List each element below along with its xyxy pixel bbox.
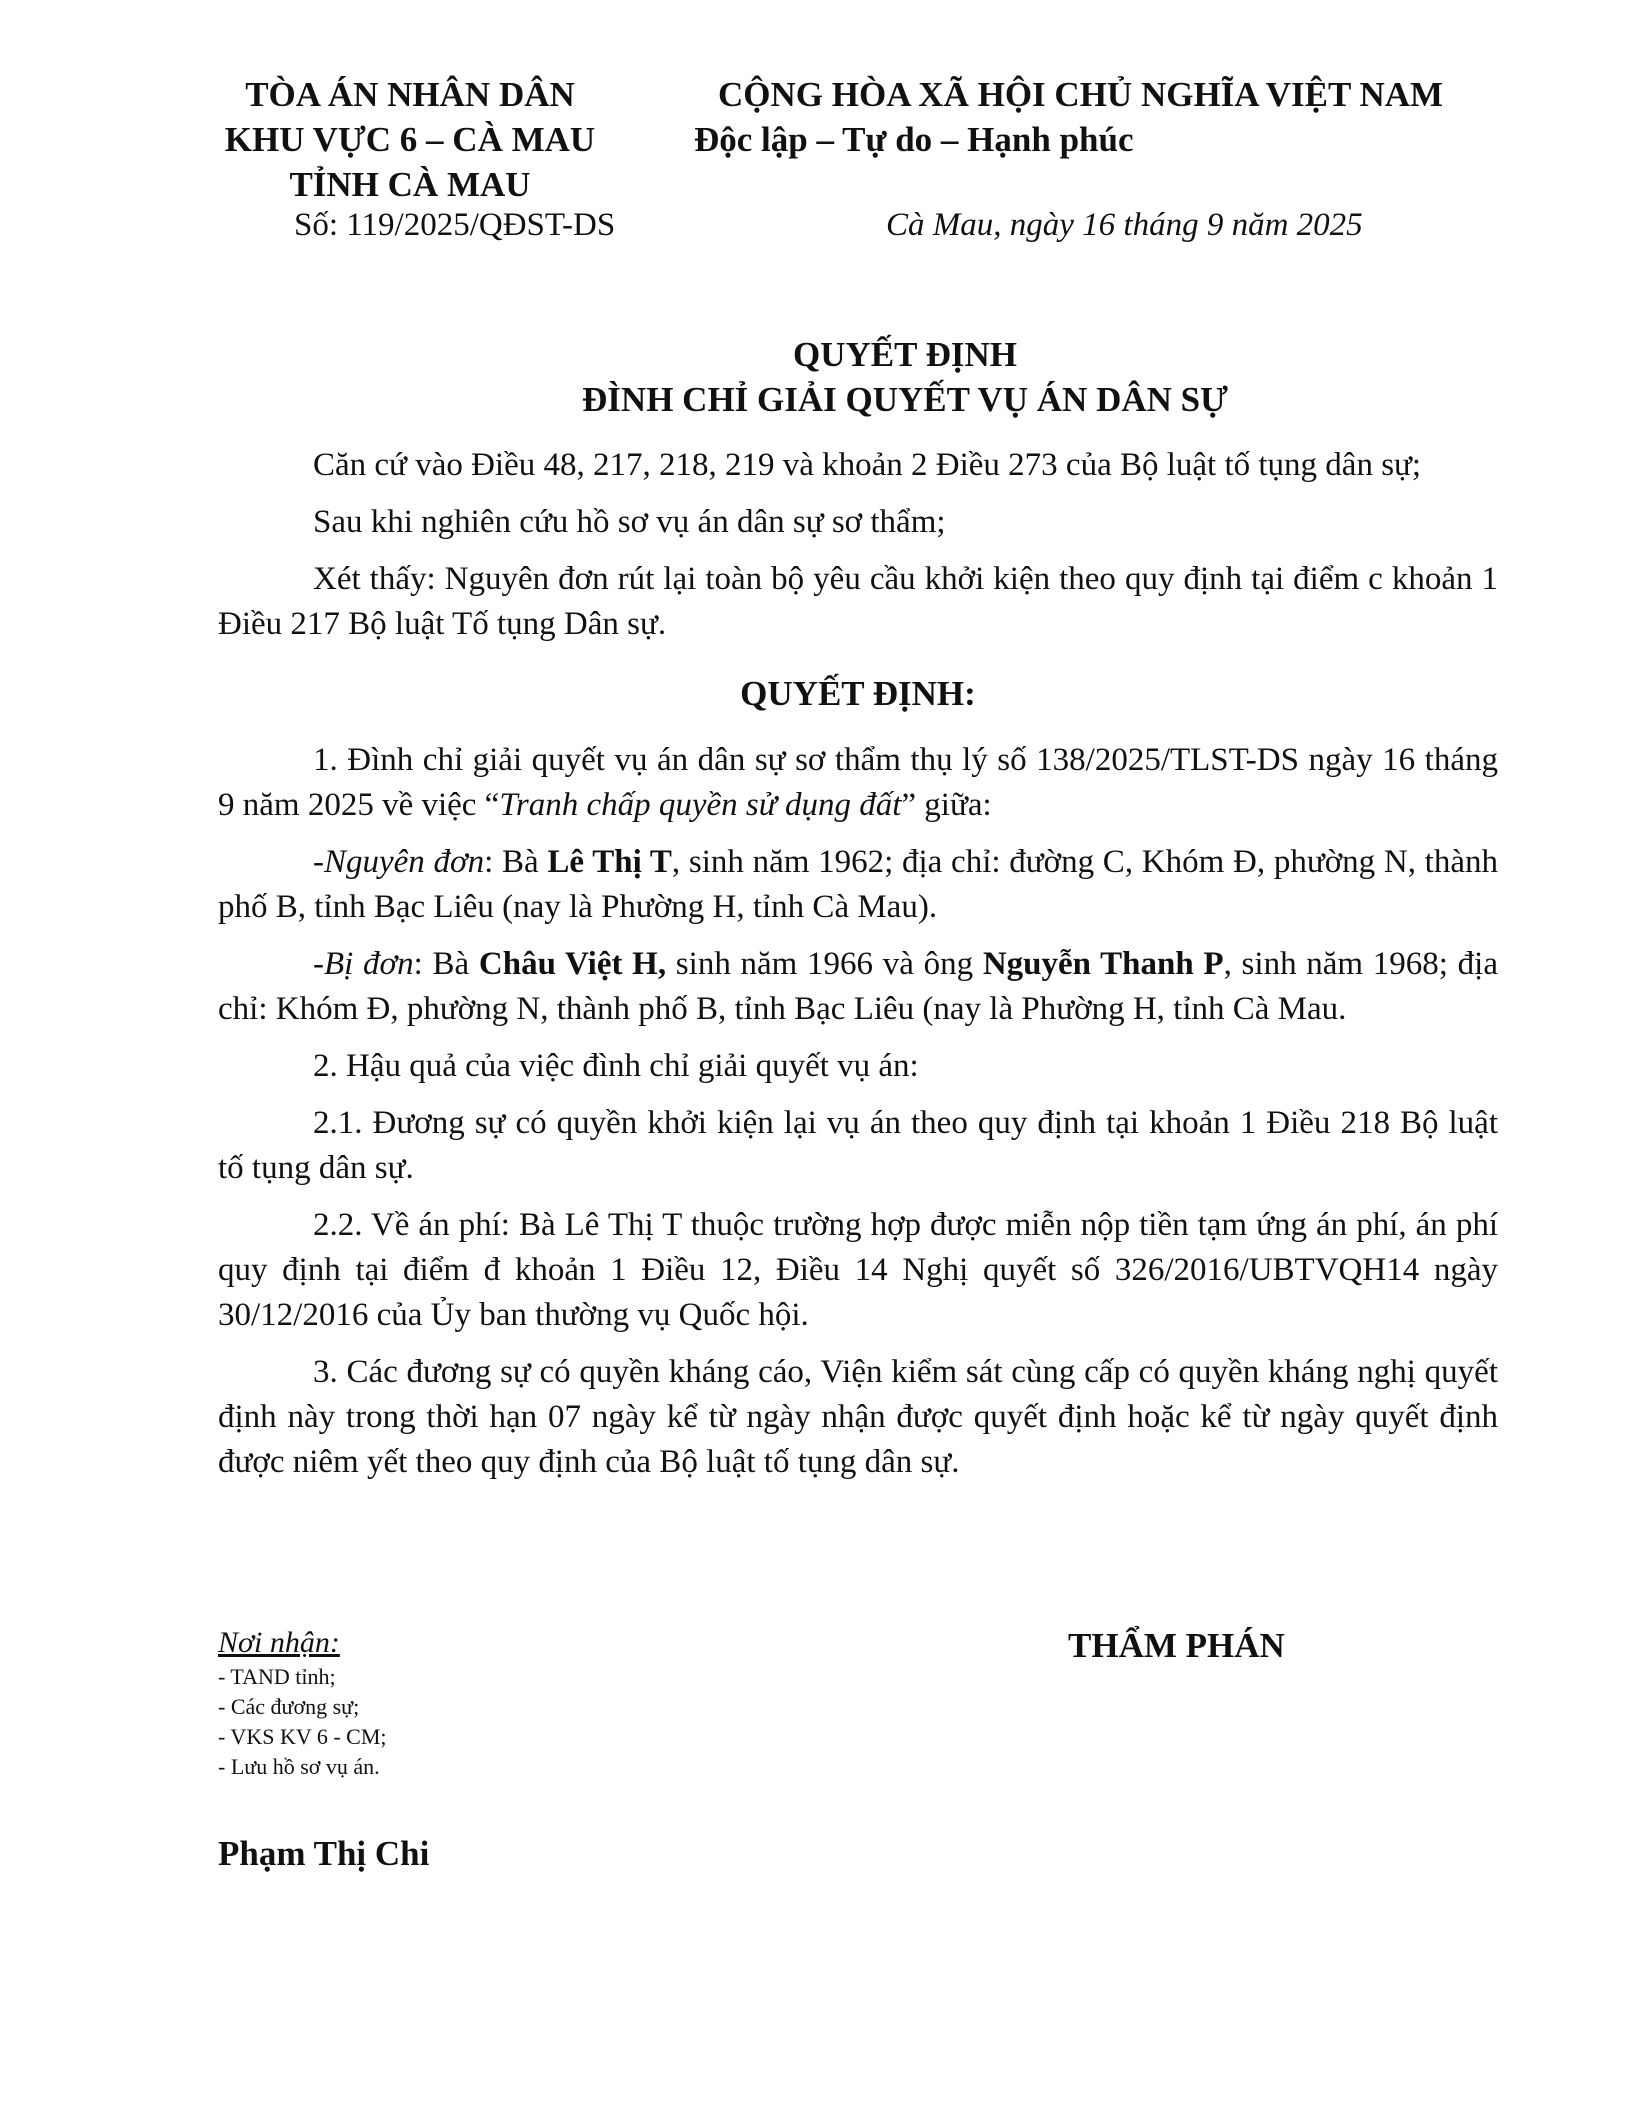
decision-item-2: 2. Hậu quả của việc đình chỉ giải quyết vụ án:: [313, 1048, 919, 1084]
defendant-details: , sinh năm 1968; địa chỉ: Khóm Đ, phường N, thành phố B, tỉnh Bạc Liêu (nay là Phường H, tỉnh Cà Mau.: [218, 946, 1498, 1027]
document-body: [218, 443, 1498, 1497]
document-title: QUYẾT ĐỊNH: [793, 335, 1017, 374]
case-type: Tranh chấp quyền sử dụng đất: [499, 787, 902, 823]
court-name-block: [200, 72, 620, 207]
decision-item-2-2: 2.2. Về án phí: Bà Lê Thị T thuộc trường hợp được miễn nộp tiền tạm ứng án phí, án phí quy định tại điểm đ khoản 1 Điều 12, Điều 14 Nghị quyết số 326/2016/UBTVQH14 ngày 30/12/2016 của Ủy ban thường vụ Quốc hội.: [218, 1207, 1498, 1333]
recipients-label: Nơi nhận:: [218, 1626, 340, 1659]
judge-title: THẨM PHÁN: [1068, 1626, 1285, 1665]
signer-name: Phạm Thị Chi: [218, 1834, 430, 1873]
motto: Độc lập – Tự do – Hạnh phúc: [694, 120, 1134, 159]
plaintiff-prefix: : Bà: [484, 844, 548, 880]
plaintiff-paragraph: [218, 840, 1498, 930]
decision-heading: QUYẾT ĐỊNH:: [740, 674, 976, 713]
recipient-item: - Các đương sự;: [218, 1694, 360, 1719]
defendant-prefix: : Bà: [413, 946, 479, 982]
defendant-label: -Bị đơn: [313, 946, 414, 982]
preamble-review: Sau khi nghiên cứu hồ sơ vụ án dân sự sơ thẩm;: [313, 504, 946, 540]
document-subtitle: ĐÌNH CHỈ GIẢI QUYẾT VỤ ÁN DÂN SỰ: [582, 380, 1228, 419]
preamble-finding: Xét thấy: Nguyên đơn rút lại toàn bộ yêu cầu khởi kiện theo quy định tại điểm c khoản 1 Điều 217 Bộ luật Tố tụng Dân sự.: [218, 561, 1498, 642]
plaintiff-label: -Nguyên đơn: [313, 844, 485, 880]
national-header: [690, 72, 1530, 162]
item1-after: ” giữa:: [901, 787, 992, 823]
plaintiff-details: , sinh năm 1962; địa chỉ: đường C, Khóm Đ, phường N, thành phố B, tỉnh Bạc Liêu (nay là Phường H, tỉnh Cà Mau).: [218, 844, 1499, 925]
place-date: Cà Mau, ngày 16 tháng 9 năm 2025: [886, 207, 1363, 243]
item1-text: 1. Đình chỉ giải quyết vụ án dân sự sơ thẩm thụ lý số 138/2025/TLST-DS ngày 16 tháng 9 năm 2025 về việc “: [218, 742, 1498, 823]
decision-item-2-1: 2.1. Đương sự có quyền khởi kiện lại vụ án theo quy định tại khoản 1 Điều 218 Bộ luật tố tụng dân sự.: [218, 1105, 1498, 1186]
court-line-1: TÒA ÁN NHÂN DÂN: [245, 75, 575, 114]
plaintiff-name: Lê Thị T: [547, 844, 672, 880]
recipient-item: - TAND tỉnh;: [218, 1664, 336, 1689]
court-line-3: TỈNH CÀ MAU: [289, 165, 531, 204]
recipient-item: - VKS KV 6 - CM;: [218, 1724, 387, 1749]
recipient-item: - Lưu hồ sơ vụ án.: [218, 1754, 380, 1779]
defendant-paragraph: [218, 942, 1498, 1032]
nation-title: CỘNG HÒA XÃ HỘI CHỦ NGHĨA VIỆT NAM: [718, 75, 1444, 114]
preamble-basis: Căn cứ vào Điều 48, 217, 218, 219 và khoản 2 Điều 273 của Bộ luật tố tụng dân sự;: [313, 447, 1422, 483]
document-number: Số: 119/2025/QĐST-DS: [294, 207, 616, 243]
recipients-block: [218, 1628, 387, 1782]
decision-item-1: [218, 738, 1498, 828]
decision-item-3: 3. Các đương sự có quyền kháng cáo, Viện kiểm sát cùng cấp có quyền kháng nghị quyết định này trong thời hạn 07 ngày kể từ ngày nhận được quyết định hoặc kể từ ngày quyết định được niêm yết theo quy định của Bộ luật tố tụng dân sự.: [218, 1354, 1498, 1480]
defendant-name-2: Nguyễn Thanh P: [982, 946, 1224, 982]
court-line-2: KHU VỰC 6 – CÀ MAU: [224, 120, 596, 159]
defendant-mid: sinh năm 1966 và ông: [666, 946, 983, 982]
defendant-name-1: Châu Việt H,: [478, 946, 667, 982]
